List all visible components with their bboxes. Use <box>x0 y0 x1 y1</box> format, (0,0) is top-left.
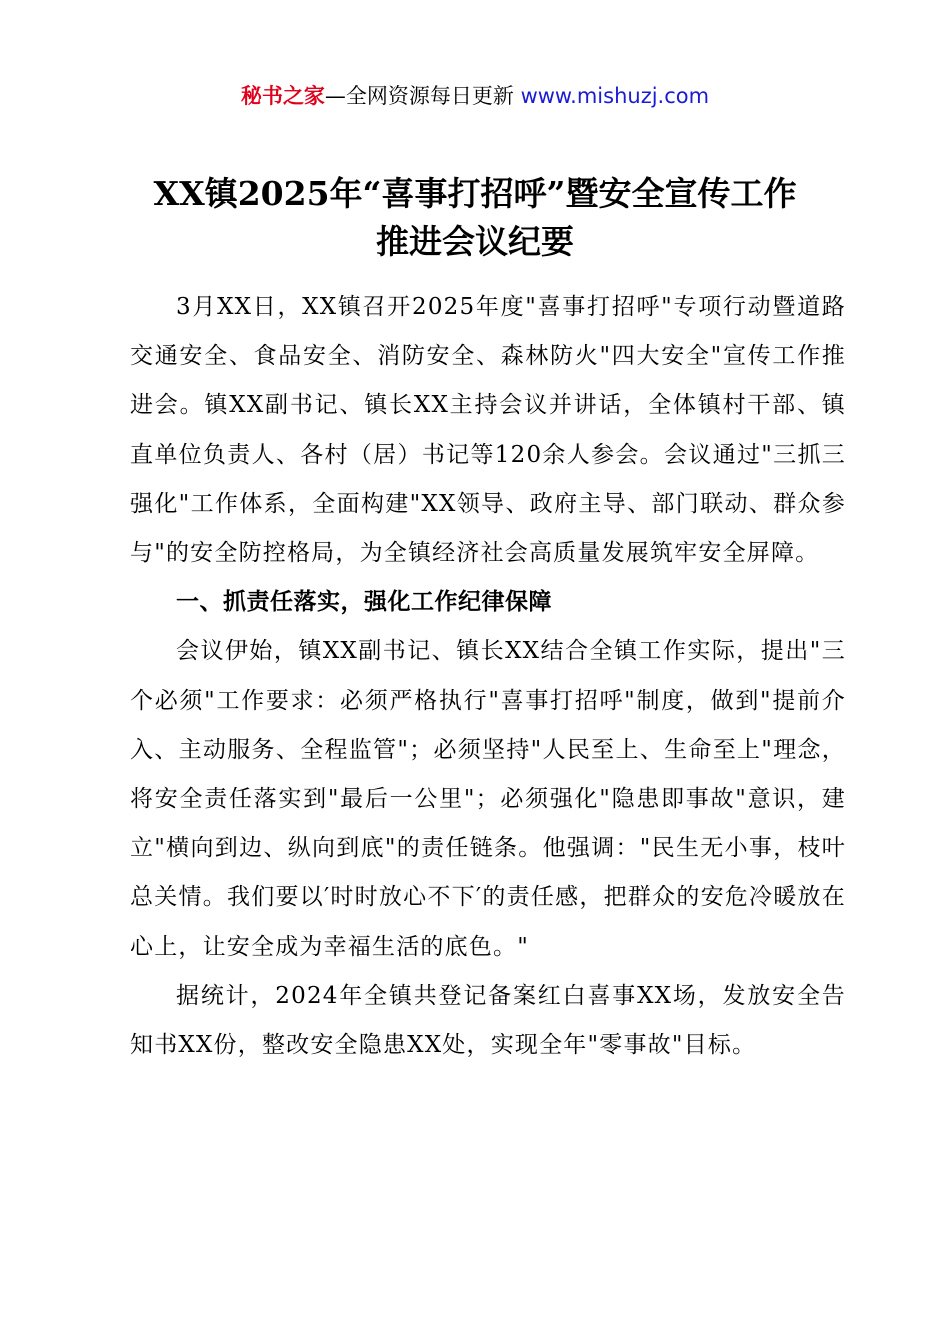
section-heading-1: 一、抓责任落实，强化工作纪律保障 <box>176 589 552 616</box>
site-watermark-header <box>0 80 950 112</box>
document-title-line1: XX镇2025年“喜事打招呼”暨安全宣传工作 <box>153 174 797 213</box>
section1-paragraph-1: 会议伊始，镇XX副书记、镇长XX结合全镇工作实际，提出"三个必须"工作要求：必须严格执行"喜事打招呼"制度，做到"提前介入、主动服务、全程监管"；必须坚持"人民至上、生命至上"理念，将安全责任落实到"最后一公里"；必须强化"隐患即事故"意识，建立"横向到边、纵向到底"的责任链条。他强调："民生无小事，枝叶总关情。我们要以′时时放心不下′的责任感，把群众的安危冷暖放在心上，让安全成为幸福生活的底色。" <box>130 638 846 960</box>
site-tagline: —全网资源每日更新 <box>324 84 521 108</box>
intro-paragraph: 3月XX日，XX镇召开2025年度"喜事打招呼"专项行动暨道路交通安全、食品安全、消防安全、森林防火"四大安全"宣传工作推进会。镇XX副书记、镇长XX主持会议并讲话，全体镇村干部、镇直单位负责人、各村（居）书记等120余人参会。会议通过"三抓三强化"工作体系，全面构建"XX领导、政府主导、部门联动、群众参与"的安全防控格局，为全镇经济社会高质量发展筑牢安全屏障。 <box>130 294 846 567</box>
section1-paragraph-2: 据统计，2024年全镇共登记备案红白喜事XX场，发放安全告知书XX份，整改安全隐患XX处，实现全年"零事故"目标。 <box>130 982 846 1059</box>
site-brand: 秘书之家 <box>240 84 325 108</box>
document-title-line2: 推进会议纪要 <box>376 222 574 261</box>
site-url: www.mishuzj.com <box>520 84 710 108</box>
document-body <box>130 283 846 1070</box>
document-title <box>60 170 890 266</box>
